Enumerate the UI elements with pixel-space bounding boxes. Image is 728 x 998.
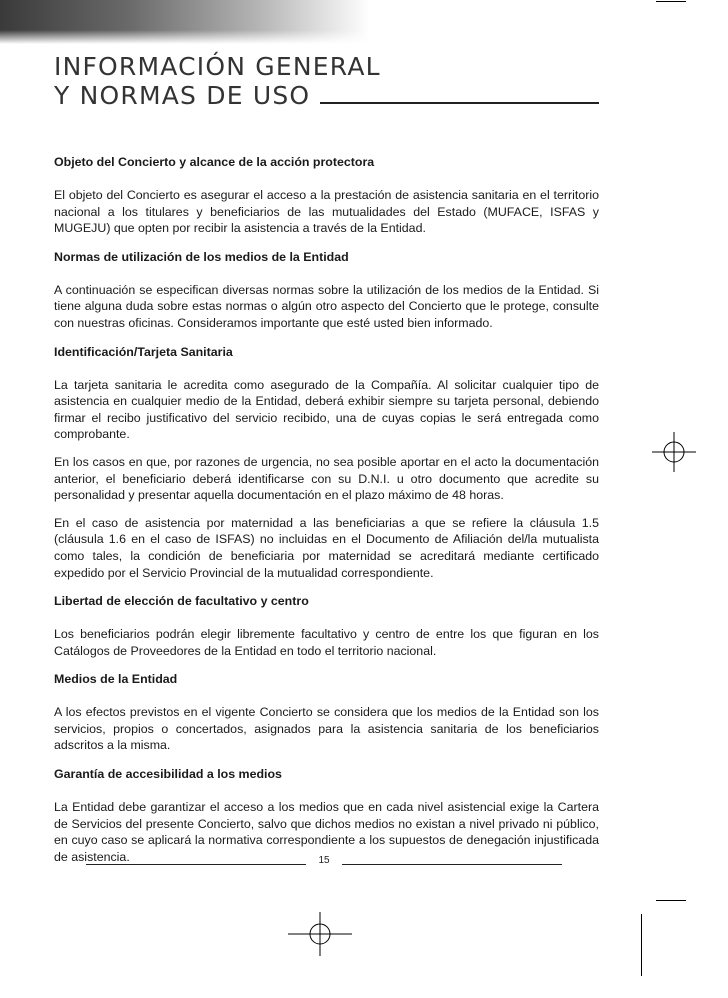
title-underline-rule: [320, 102, 599, 104]
paragraph: La tarjeta sanitaria le acredita como asegurado de la Compañía. Al solicitar cualquier tipo de asistencia en cualquier medio de la Entidad, deberá exhibir siempre su tarjeta personal, debiendo firmar el recibo justificativo del servicio recibido, una de cuyas copias le será entregada como comprobante.: [54, 377, 599, 442]
section-heading: Libertad de elección de facultativo y centro: [54, 594, 309, 609]
section-normas: [54, 249, 599, 332]
section-garantia: [54, 766, 599, 865]
paragraph: En los casos en que, por razones de urgencia, no sea posible aportar en el acto la documentación anterior, el beneficiario deberá identificarse con su D.N.I. u otro documento que acredite su personalidad y presentar aquella documentación en el plazo máximo de 48 horas.: [54, 454, 599, 503]
title-text-2: Y NORMAS DE USO: [54, 81, 311, 110]
paragraph: A continuación se especifican diversas normas sobre la utilización de los medios de la Entidad. Si tiene alguna duda sobre estas normas o algún otro aspecto del Concierto que le protege, consulte con nuestras oficinas. Consideramos importante que esté usted bien informado.: [54, 282, 599, 330]
title-text-1: INFORMACIÓN GENERAL: [54, 52, 381, 81]
title-line-2: [54, 81, 599, 110]
page-title: [54, 52, 599, 110]
section-libertad: [54, 593, 599, 659]
paragraph: A los efectos previstos en el vigente Concierto se considera que los medios de la Entidad son los servicios, propios o concertados, asignados para la asistencia sanitaria de los beneficiarios adscritos a la misma.: [54, 705, 599, 753]
title-line-1: [54, 52, 599, 81]
section-medios: [54, 671, 599, 754]
registration-mark-right-icon: [652, 430, 696, 474]
crop-mark-top-right: [656, 1, 686, 2]
paragraph: Los beneficiarios podrán elegir libremente facultativo y centro de entre los que figuran en los Catálogos de Proveedores de la Entidad en todo el territorio nacional.: [54, 627, 599, 658]
section-heading: Normas de utilización de los medios de la Entidad: [54, 249, 349, 264]
section-heading: Identificación/Tarjeta Sanitaria: [54, 344, 233, 359]
footer-rule-left: [86, 864, 306, 865]
registration-mark-bottom-icon: [288, 912, 352, 956]
document-body: [54, 154, 599, 877]
page-number: 15: [318, 854, 330, 866]
paragraph: En el caso de asistencia por maternidad a las beneficiarias a que se refiere la cláusula 1.5 (cláusula 1.6 en el caso de ISFAS) no incluidas en el Documento de Afiliación del/la mutualista como tales, la condición de beneficiaria por maternidad se acreditará mediante certificado expedido por el Servicio Provincial de la mutualidad correspondiente.: [54, 515, 599, 580]
section-heading: Medios de la Entidad: [54, 672, 178, 687]
page-footer: [86, 852, 562, 868]
section-objeto: [54, 154, 599, 237]
section-heading: Objeto del Concierto y alcance de la acción protectora: [54, 155, 375, 169]
section-heading: Garantía de accesibilidad a los medios: [54, 767, 282, 782]
crop-mark-bottom-right-h: [656, 900, 686, 901]
footer-rule-right: [342, 864, 562, 865]
section-identificacion: [54, 344, 599, 582]
crop-mark-bottom-right-v: [641, 914, 642, 976]
paragraph: La Entidad debe garantizar el acceso a los medios que en cada nivel asistencial exige la Cartera de Servicios del presente Concierto, salvo que dichos medios no existan a nivel privado ni público, en cuyo caso se aplicará la normativa correspondiente a los supuestos de denegación injustificada de asistencia.: [54, 800, 599, 864]
header-gradient-band: [0, 0, 370, 44]
paragraph: El objeto del Concierto es asegurar el acceso a la prestación de asistencia sanitaria en el territorio nacional a los titulares y beneficiarios de las mutualidades del Estado (MUFACE, ISFAS y MUGEJU) que opten por recibir la asistencia a través de la Entidad.: [54, 188, 599, 236]
